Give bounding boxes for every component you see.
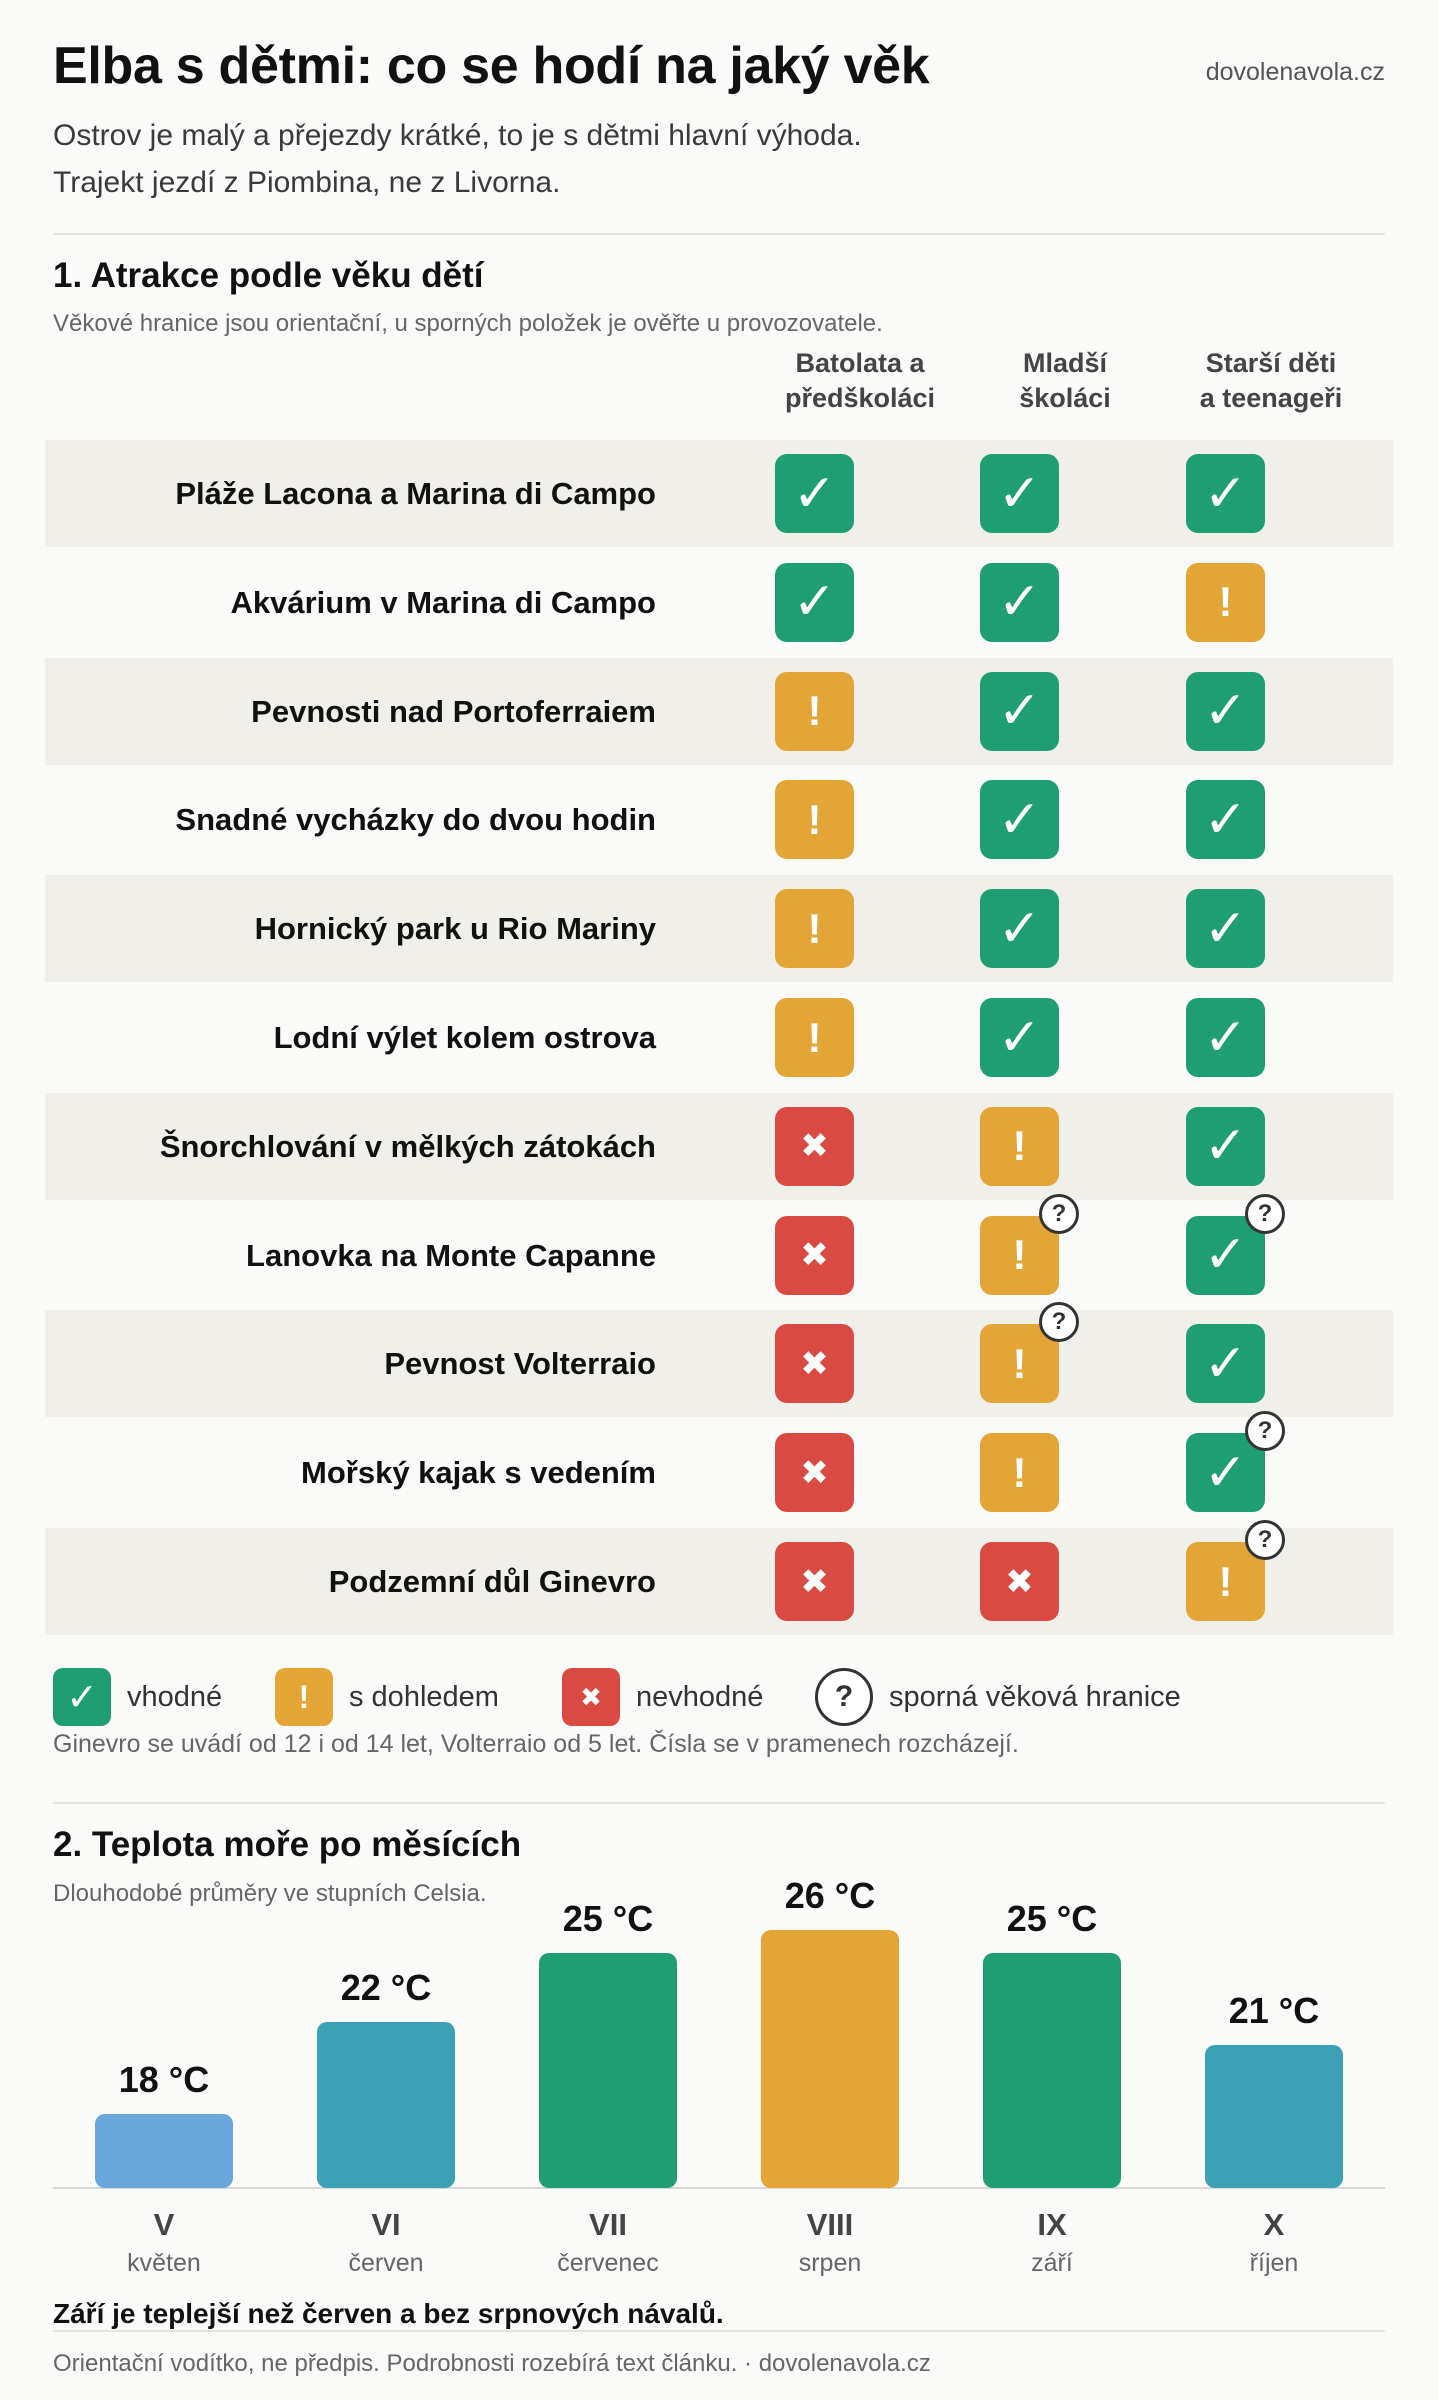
exclamation-icon: ! xyxy=(275,1668,333,1726)
cross-icon: ✖ xyxy=(1005,1562,1034,1601)
column-header-young-school: Mladší školáci xyxy=(1019,348,1111,413)
status-cell xyxy=(1186,889,1265,968)
status-cell xyxy=(980,889,1059,968)
exclamation-icon: ! xyxy=(807,904,822,952)
status-cell xyxy=(1186,1417,1273,1512)
tick-sublabel: srpen xyxy=(798,2249,862,2277)
status-cell xyxy=(1186,1199,1273,1295)
table-row xyxy=(45,1199,1393,1309)
legend-warn: ! s dohledem xyxy=(275,1668,499,1726)
divider xyxy=(53,2330,1385,2332)
exclamation-icon: ! xyxy=(1012,1448,1027,1496)
bar xyxy=(95,2114,233,2188)
column-header-toddlers: Batolata a předškoláci xyxy=(784,348,936,413)
tick-label: VI xyxy=(371,2207,401,2242)
tick-label: VII xyxy=(589,2207,627,2242)
row-label: Pevnost Volterraio xyxy=(384,1346,656,1382)
legend-disputed: ? sporná věková hranice xyxy=(815,1668,1181,1726)
divider xyxy=(53,233,1385,235)
check-icon: ✓ xyxy=(1203,682,1248,741)
tick-sublabel: říjen xyxy=(1249,2249,1299,2277)
table-row xyxy=(45,1093,1393,1200)
status-cell xyxy=(1186,563,1265,642)
status-cell xyxy=(980,1308,1067,1403)
section1-subtitle: Věkové hranice jsou orientační, u sporných položek je ověřte u provozovatele. xyxy=(53,310,883,337)
tick-label: VIII xyxy=(806,2207,854,2242)
row-label: Pláže Lacona a Marina di Campo xyxy=(175,476,656,511)
cross-icon: ✖ xyxy=(800,1236,829,1275)
question-icon: ? xyxy=(1245,1194,1285,1234)
status-cell xyxy=(775,454,854,533)
tick-label: IX xyxy=(1037,2207,1067,2242)
section2-heading: 2. Teplota moře po měsících xyxy=(53,1825,522,1864)
check-icon: ✓ xyxy=(997,682,1042,741)
status-cell xyxy=(775,1433,854,1512)
row-label: Snadné vycházky do dvou hodin xyxy=(175,802,656,838)
cross-icon: ✖ xyxy=(800,1344,829,1383)
cross-icon: ✖ xyxy=(800,1453,829,1492)
legend-yes: ✓ vhodné xyxy=(53,1668,222,1726)
question-icon: ? xyxy=(1245,1520,1285,1560)
check-icon: ✓ xyxy=(53,1668,111,1726)
check-icon: ✓ xyxy=(1203,899,1248,958)
question-icon: ? xyxy=(815,1668,873,1726)
data-label: 21 °C xyxy=(1228,1990,1320,2031)
tick-sublabel: květen xyxy=(127,2249,201,2277)
status-cell xyxy=(775,1216,854,1295)
cross-icon: ✖ xyxy=(562,1668,620,1726)
row-label: Hornický park u Rio Mariny xyxy=(254,911,656,947)
check-icon: ✓ xyxy=(1203,1334,1248,1393)
table-row xyxy=(45,1310,1393,1417)
exclamation-icon: ! xyxy=(1012,1339,1027,1387)
bar xyxy=(317,2022,455,2188)
bar xyxy=(1205,2045,1343,2188)
tick-sublabel: červenec xyxy=(557,2249,659,2277)
bar xyxy=(761,1930,899,2188)
status-cell xyxy=(775,780,854,859)
status-cell xyxy=(980,672,1059,751)
exclamation-icon: ! xyxy=(1218,578,1233,626)
page-footer: Orientační vodítko, ne předpis. Podrobnosti rozebírá text článku. · dovolenavola.cz xyxy=(53,2350,931,2377)
check-icon: ✓ xyxy=(997,1008,1042,1067)
status-cell xyxy=(775,563,854,642)
status-cell xyxy=(775,1542,854,1621)
section2-subtitle: Dlouhodobé průměry ve stupních Celsia. xyxy=(53,1880,487,1907)
status-cell xyxy=(980,563,1059,642)
row-label: Akvárium v Marina di Campo xyxy=(230,584,656,620)
status-cell xyxy=(1186,1324,1265,1403)
check-icon: ✓ xyxy=(792,573,837,632)
intro-text-2: Trajekt jezdí z Piombina, ne z Livorna. xyxy=(53,166,561,199)
row-label: Šnorchlování v mělkých zátokách xyxy=(159,1128,656,1164)
chart-footnote: Září je teplejší než červen a bez srpnových návalů. xyxy=(53,2298,724,2329)
status-cell xyxy=(980,454,1059,533)
status-cell xyxy=(980,1542,1059,1621)
status-cell xyxy=(1186,454,1265,533)
status-cell xyxy=(1186,1107,1265,1186)
status-cell xyxy=(775,889,854,968)
row-label: Lodní výlet kolem ostrova xyxy=(273,1020,656,1055)
check-icon: ✓ xyxy=(1203,1008,1248,1067)
status-cell xyxy=(980,1433,1059,1512)
section1-heading: 1. Atrakce podle věku dětí xyxy=(53,256,484,295)
question-icon: ? xyxy=(1245,1411,1285,1451)
check-icon: ✓ xyxy=(997,573,1042,632)
row-label: Pevnosti nad Portoferraiem xyxy=(251,693,656,729)
status-cell xyxy=(775,998,854,1077)
check-icon: ✓ xyxy=(1203,1443,1248,1502)
table-row xyxy=(45,440,1393,547)
status-cell xyxy=(775,1324,854,1403)
check-icon: ✓ xyxy=(997,464,1042,523)
exclamation-icon: ! xyxy=(807,1013,822,1061)
status-cell xyxy=(980,998,1059,1077)
table-row xyxy=(45,1419,1393,1526)
status-cell xyxy=(1186,780,1265,859)
cross-icon: ✖ xyxy=(800,1562,829,1601)
row-label: Mořský kajak s vedením xyxy=(301,1455,656,1491)
exclamation-icon: ! xyxy=(807,687,822,735)
tick-label: X xyxy=(1263,2207,1285,2242)
question-icon: ? xyxy=(1039,1302,1079,1342)
status-cell xyxy=(1186,672,1265,751)
table-row xyxy=(45,658,1393,765)
check-icon: ✓ xyxy=(1203,1226,1248,1285)
sea-temperature-chart xyxy=(0,1880,1438,2300)
data-label: 26 °C xyxy=(784,1880,876,1916)
status-cell xyxy=(775,1107,854,1186)
legend-note: Ginevro se uvádí od 12 i od 14 let, Volterraio od 5 let. Čísla se v pramenech rozcházejí. xyxy=(53,1730,1019,1758)
cross-icon: ✖ xyxy=(800,1127,829,1166)
data-label: 18 °C xyxy=(118,2059,210,2100)
check-icon: ✓ xyxy=(1203,464,1248,523)
check-icon: ✓ xyxy=(997,899,1042,958)
intro-text-1: Ostrov je malý a přejezdy krátké, to je s dětmi hlavní výhoda. xyxy=(53,119,862,152)
tick-label: V xyxy=(153,2207,175,2242)
row-label: Lanovka na Monte Capanne xyxy=(246,1237,656,1273)
check-icon: ✓ xyxy=(792,464,837,523)
exclamation-icon: ! xyxy=(1012,1122,1027,1170)
status-cell xyxy=(980,1107,1059,1186)
table-row xyxy=(45,766,1393,873)
divider xyxy=(53,1802,1385,1804)
tick-sublabel: září xyxy=(1031,2249,1073,2277)
question-icon: ? xyxy=(1039,1194,1079,1234)
data-label: 22 °C xyxy=(340,1967,432,2008)
bar xyxy=(983,1953,1121,2188)
status-cell xyxy=(980,780,1059,859)
table-row xyxy=(45,875,1393,982)
row-label: Podzemní důl Ginevro xyxy=(328,1564,656,1599)
data-label: 25 °C xyxy=(562,1898,654,1939)
check-icon: ✓ xyxy=(1203,790,1248,849)
check-icon: ✓ xyxy=(997,790,1042,849)
column-header-teens: Starší děti a teenageři xyxy=(1199,348,1343,413)
status-cell xyxy=(1186,998,1265,1077)
exclamation-icon: ! xyxy=(1218,1557,1233,1605)
page-title: Elba s dětmi: co se hodí na jaký věk xyxy=(53,37,930,95)
bar xyxy=(539,1953,677,2188)
table-row xyxy=(45,549,1393,656)
status-cell xyxy=(775,672,854,751)
check-icon: ✓ xyxy=(1203,1117,1248,1176)
status-cell xyxy=(980,1199,1067,1295)
table-row xyxy=(45,984,1393,1091)
exclamation-icon: ! xyxy=(1012,1231,1027,1279)
legend-no: ✖ nevhodné xyxy=(562,1668,763,1726)
exclamation-icon: ! xyxy=(807,795,822,843)
brand-link[interactable]: dovolenavola.cz xyxy=(1205,58,1385,86)
tick-sublabel: červen xyxy=(348,2249,424,2277)
table-row xyxy=(45,1528,1393,1635)
data-label: 25 °C xyxy=(1006,1898,1098,1939)
status-cell xyxy=(1186,1526,1273,1621)
